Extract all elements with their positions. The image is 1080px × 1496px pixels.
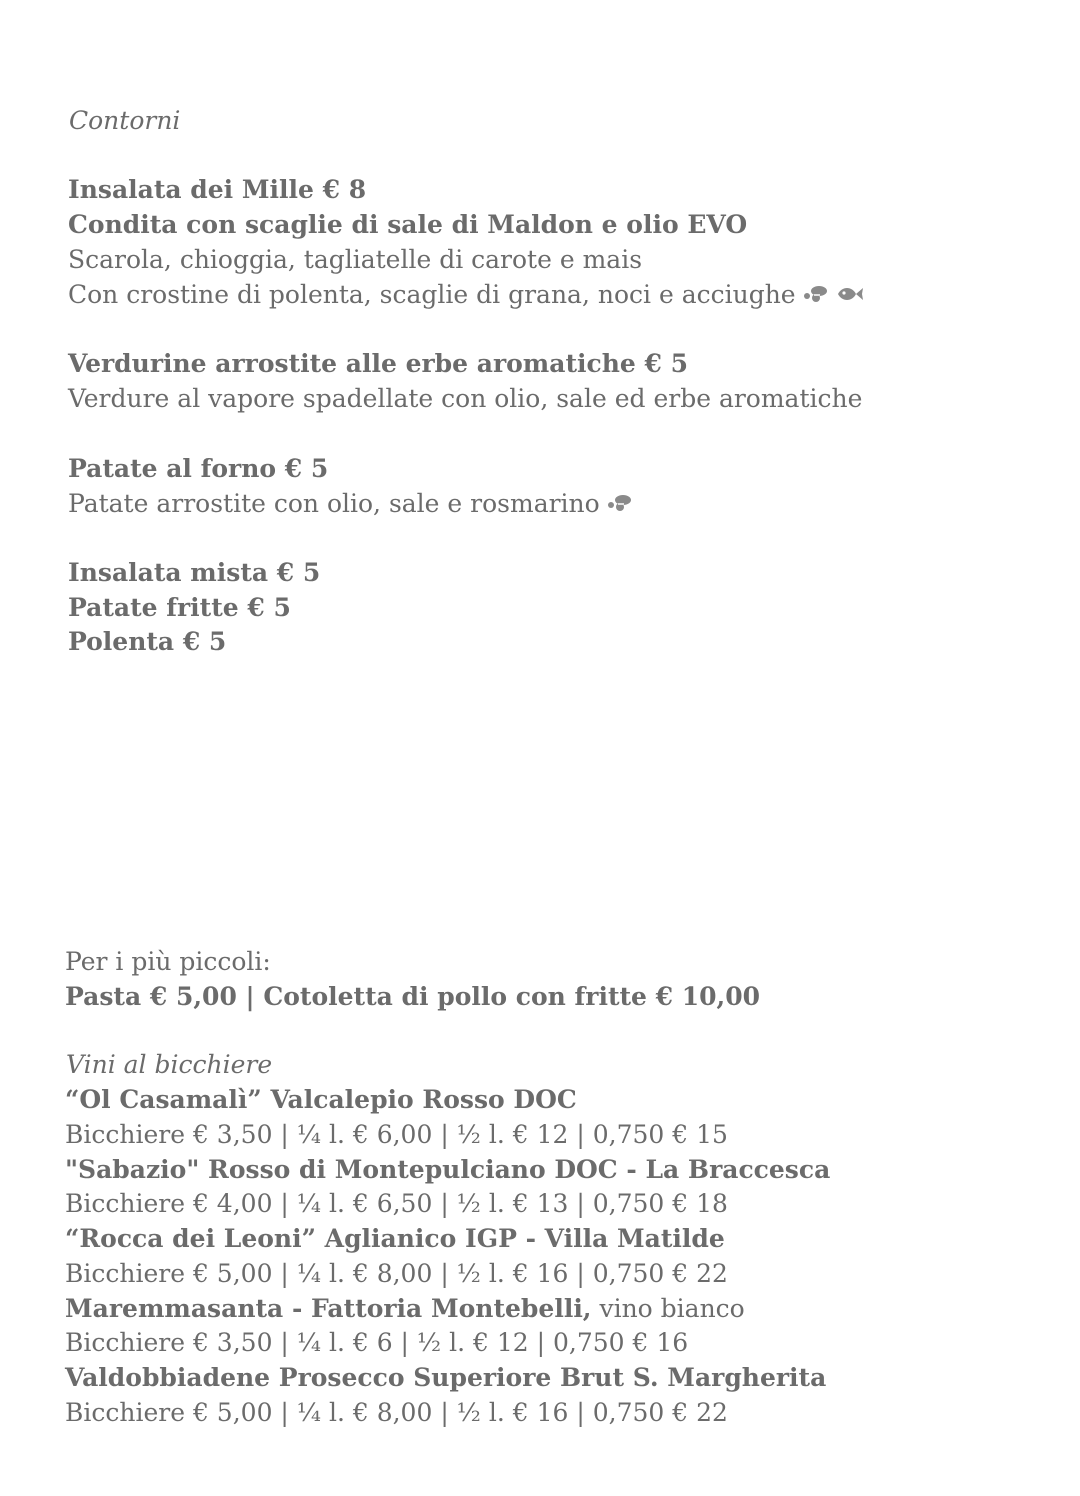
- kids-menu-line: Pasta € 5,00 | Cotoletta di pollo con fritte € 10,00: [65, 982, 761, 1011]
- dish-subtitle: Condita con scaglie di sale di Maldon e olio EVO: [68, 210, 748, 239]
- wine-prices: Bicchiere € 3,50 | ¼ l. € 6 | ½ l. € 12 | 0,750 € 16: [65, 1328, 689, 1357]
- dish-title: Verdurine arrostite alle erbe aromatiche € 5: [68, 349, 688, 378]
- section-heading-kids: Per i più piccoli:: [65, 947, 271, 976]
- dish-description: Verdure al vapore spadellate con olio, sale ed erbe aromatiche: [68, 384, 863, 413]
- dish-title: Patate fritte € 5: [68, 593, 291, 622]
- dish-description: [68, 278, 864, 314]
- wine-prices: Bicchiere € 5,00 | ¼ l. € 8,00 | ½ l. € 16 | 0,750 € 22: [65, 1398, 728, 1427]
- dish-description: Scarola, chioggia, tagliatelle di carote e mais: [68, 245, 643, 274]
- wine-name: “Ol Casamalì” Valcalepio Rosso DOC: [65, 1085, 577, 1114]
- wine-prices: Bicchiere € 4,00 | ¼ l. € 6,50 | ½ l. € 13 | 0,750 € 18: [65, 1189, 728, 1218]
- wine-note: vino bianco: [591, 1294, 745, 1323]
- dish-title: Insalata mista € 5: [68, 558, 321, 587]
- wine-name: Valdobbiadene Prosecco Superiore Brut S. Margherita: [65, 1363, 827, 1392]
- wine-name-row: [65, 1292, 745, 1326]
- wine-name: "Sabazio" Rosso di Montepulciano DOC - La Braccesca: [65, 1155, 831, 1184]
- dish-description: [68, 487, 634, 523]
- gluten-icon: [802, 280, 830, 314]
- dish-title: Polenta € 5: [68, 627, 227, 656]
- section-heading-wines: Vini al bicchiere: [66, 1050, 273, 1079]
- gluten-icon: [606, 489, 634, 523]
- fish-icon: [836, 280, 864, 314]
- wine-prices: Bicchiere € 3,50 | ¼ l. € 6,00 | ½ l. € 12 | 0,750 € 15: [65, 1120, 728, 1149]
- section-heading-contorni: Contorni: [69, 106, 181, 135]
- wine-prices: Bicchiere € 5,00 | ¼ l. € 8,00 | ½ l. € 16 | 0,750 € 22: [65, 1259, 728, 1288]
- dish-title: Insalata dei Mille € 8: [68, 175, 367, 204]
- wine-name: Maremmasanta - Fattoria Montebelli,: [65, 1294, 592, 1323]
- dish-title: Patate al forno € 5: [68, 454, 329, 483]
- dish-description-text: Patate arrostite con olio, sale e rosmarino: [68, 489, 600, 518]
- wine-name: “Rocca dei Leoni” Aglianico IGP - Villa Matilde: [65, 1224, 725, 1253]
- dish-description-text: Con crostine di polenta, scaglie di grana, noci e acciughe: [68, 280, 796, 309]
